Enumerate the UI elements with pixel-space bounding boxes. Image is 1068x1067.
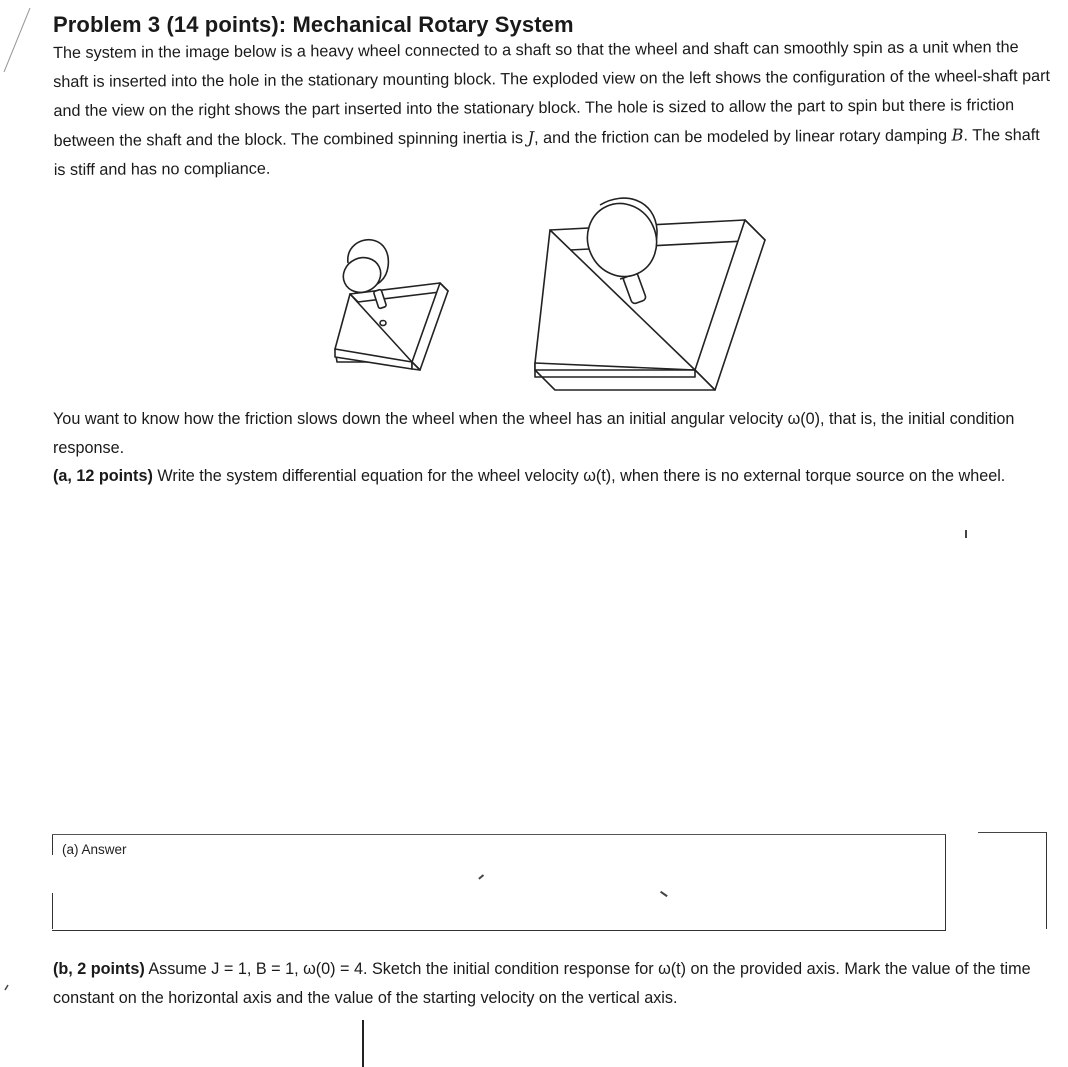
exploded-view-block [335, 283, 448, 370]
initial-velocity-symbol: ω(0) [787, 410, 820, 428]
velocity-symbol-b: ω(t) [658, 960, 687, 978]
context-paragraph: You want to know how the friction slows down the wheel when the wheel has an initial angular velocity ω(0), that is, the initial condition response. [53, 410, 1015, 457]
part-a-answer-box[interactable] [52, 834, 946, 931]
part-b-label: (b, 2 points) [53, 960, 145, 978]
problem-title: Problem 3 (14 points): Mechanical Rotary System [53, 12, 574, 37]
sketch-axis-vertical [362, 1020, 364, 1067]
part-a-label: (a, 12 points) [53, 467, 153, 485]
answer-box-extension [978, 832, 1047, 929]
inertia-symbol: J [527, 128, 535, 148]
part-a-answer-label: (a) Answer [62, 842, 127, 857]
scan-speck [965, 530, 967, 538]
intro-paragraph: The system in the image below is a heavy wheel connected to a shaft so that the wheel and shaft can smoothly spin as a unit when the shaft is inserted into the hole in the stationary mounting block. The exploded view on the left shows the configuration of the wheel-shaft part and the view on the right shows the part inserted into the stationary block. The hole is sized to allow the part to spin but there is friction between the shaft and the block. The combined spinning inertia is J, and the friction can be modeled by linear rotary damping B. The shaft is stiff and has no compliance. [53, 38, 1051, 179]
damping-symbol: B [951, 125, 964, 145]
part-b-question: (b, 2 points) Assume J = 1, B = 1, ω(0) = 4. Sketch the initial condition response for ω(t) on the provided axis. Mark the value of the time constant on the horizontal axis and the value of the starting velocity on the vertical axis. [53, 960, 1031, 1007]
velocity-symbol: ω(t) [583, 467, 612, 485]
wheel-shaft-figure [300, 185, 780, 400]
part-a-question: (a, 12 points) Write the system differential equation for the wheel velocity ω(t), when there is no external torque source on the wheel. [53, 467, 1006, 485]
given-values: J = 1, B = 1, ω(0) = 4 [211, 960, 363, 978]
